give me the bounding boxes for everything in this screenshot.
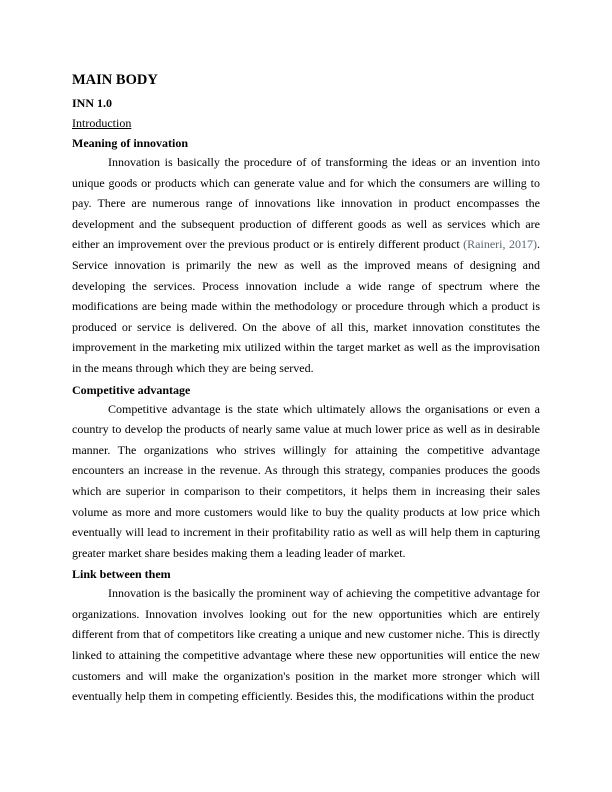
introduction-label: Introduction — [72, 116, 132, 130]
paragraph-meaning-of-innovation — [72, 152, 540, 379]
main-heading: MAIN BODY — [72, 72, 158, 88]
document-page — [72, 70, 540, 707]
section-title-link-between-them: Link between them — [72, 567, 171, 582]
paragraph-text-part: Innovation is basically the procedure of of transforming the ideas or an invention into unique goods or products which can generate value and for which the consumers are willing to pay. There are numerous range of innovations like innovation in product encompasses the development and the subsequent production of different goods as well as services which are either an improvement over the previous product or is entirely different product — [72, 155, 540, 252]
paragraph-competitive-advantage: Competitive advantage is the state which ultimately allows the organisations or even a country to develop the products of nearly same value at much lower price as well as in desirable manner. The organizations who strives willingly for attaining the competitive advantage encounters an increase in the revenue. As through this strategy, companies produces the goods which are superior in comparison to their competitors, it helps them in increasing their sales volume as more and more customers would like to buy the quality products at low price which eventually will lead to increment in their profitability ratio as well as will help them in capturing greater market share besides making them a leading leader of market. — [72, 401, 540, 560]
section-code-heading: INN 1.0 — [72, 96, 113, 110]
citation: (Raineri, 2017) — [463, 237, 537, 252]
paragraph-link-between-them: Innovation is the basically the prominent way of achieving the competitive advantage for organizations. Innovation involves looking out for the new opportunities which are entirely different from that of competitors like creating a unique and new customer niche. This is directly linked to attaining the competitive advantage where these new opportunities will entice the new customers and will make the organization's position in the market more stronger which will eventually help them in competing efficiently. Besides this, the modifications within the product — [72, 586, 540, 704]
section-title-competitive-advantage: Competitive advantage — [72, 382, 191, 397]
section-title-meaning-of-innovation: Meaning of innovation — [72, 136, 189, 150]
paragraph-text-part: . Service innovation is primarily the new as well as the improved means of designing and developing the services. Process innovation include a wide range of spectrum where the modifications are being made within the methodology or procedure through which a product is produced or service is delivered. On the above of all this, market innovation constitutes the improvement in the marketing mix utilized within the target market as well as the improvisation in the means through which they are being served. — [72, 237, 540, 375]
